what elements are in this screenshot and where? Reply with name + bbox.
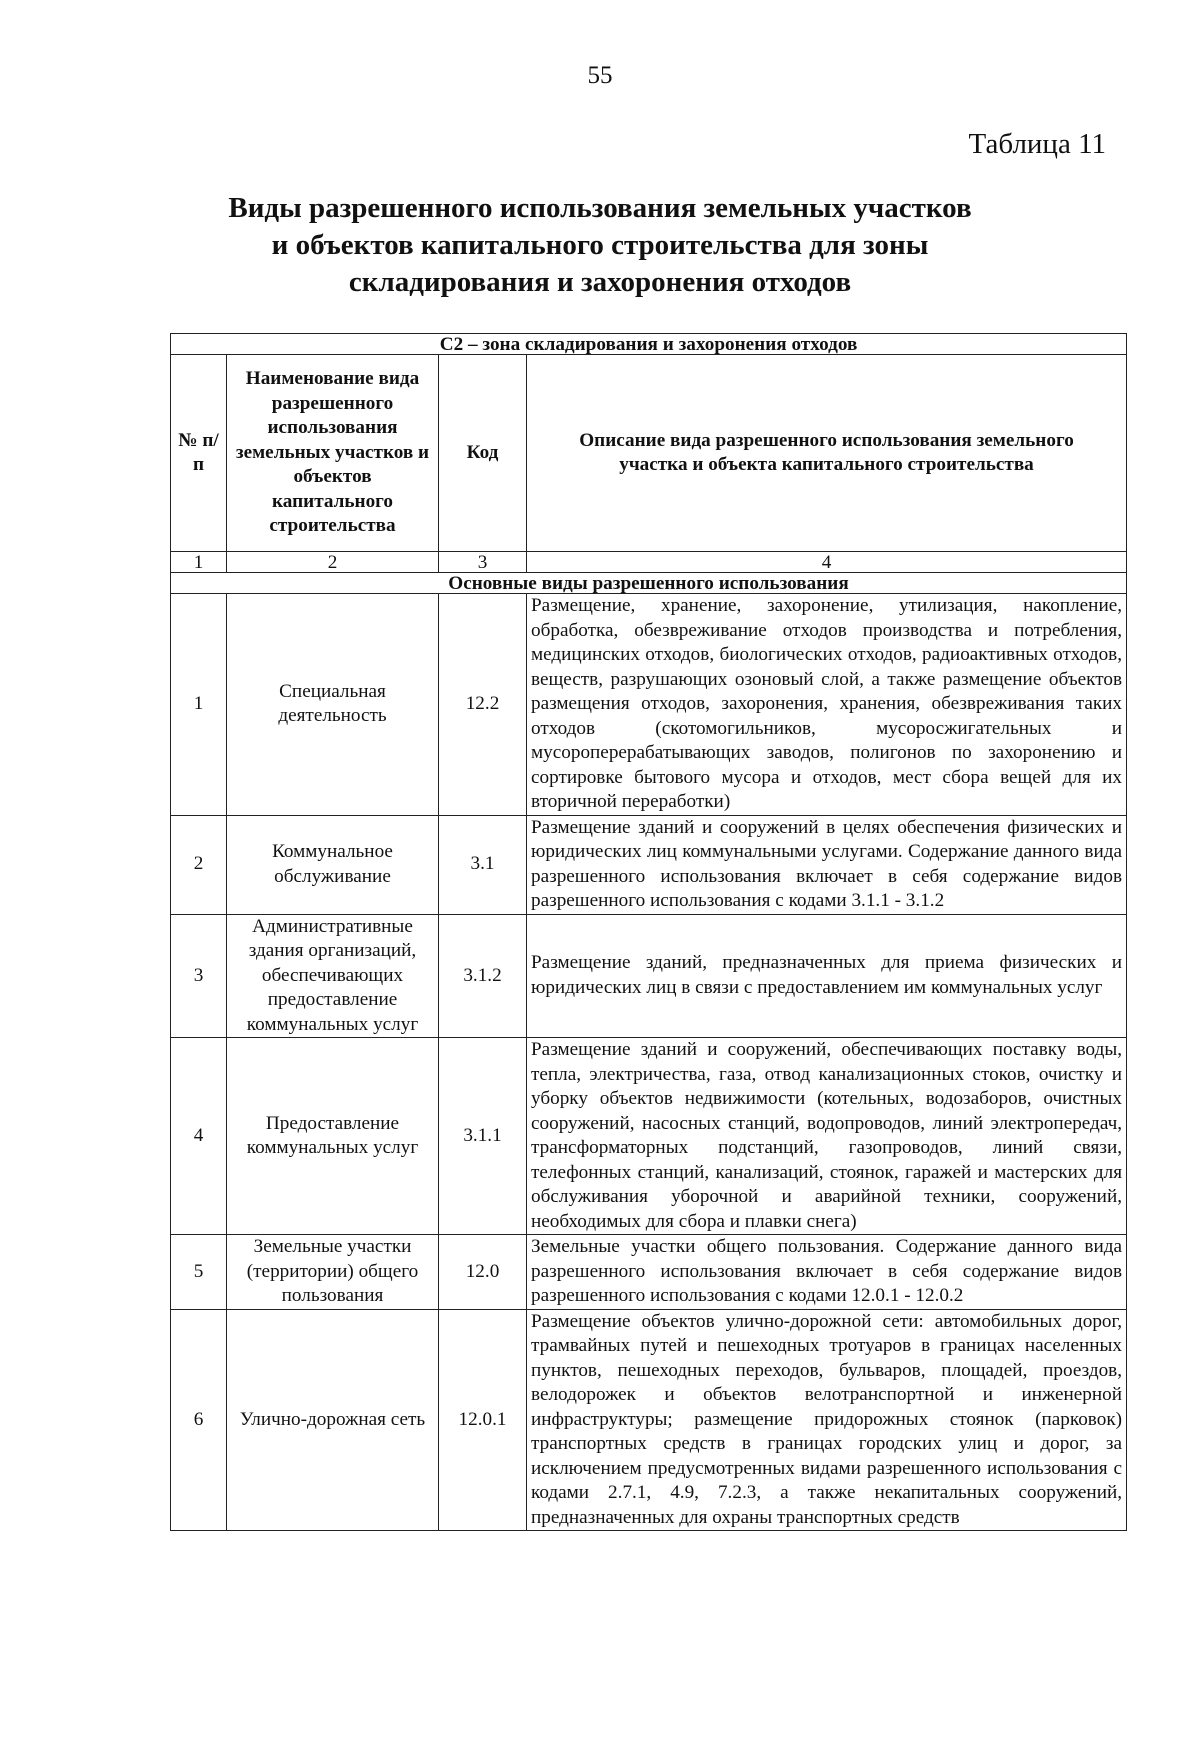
row-description: Размещение зданий и сооружений в целях обеспечения физических и юридических лиц коммунальными услугами. Содержание данного вида разрешенного использования включает в себя содержание видов разрешенного использования с кодами 3.1.1 - 3.1.2: [527, 815, 1127, 914]
table-row: [171, 914, 1127, 1038]
column-index: 3: [439, 552, 527, 573]
row-number: 1: [171, 594, 227, 816]
row-name: Улично-дорожная сеть: [227, 1309, 439, 1531]
column-header-code: Код: [439, 355, 527, 552]
row-name: Предоставление коммунальных услуг: [227, 1038, 439, 1235]
table-label: Таблица 11: [968, 128, 1106, 160]
zone-header-row: [171, 334, 1127, 355]
row-code: 12.0: [439, 1235, 527, 1310]
document-title: [150, 190, 1050, 301]
row-code: 3.1.1: [439, 1038, 527, 1235]
table-row: [171, 1038, 1127, 1235]
table-row: [171, 1309, 1127, 1531]
column-index: 1: [171, 552, 227, 573]
column-header-name: Наименование вида разрешенного использования земельных участков и объектов капитального строительства: [227, 355, 439, 552]
table-row: [171, 594, 1127, 816]
row-name: Коммунальное обслуживание: [227, 815, 439, 914]
row-description: Земельные участки общего пользования. Содержание данного вида разрешенного использования включает в себя содержание видов разрешенного использования с кодами 12.0.1 - 12.0.2: [527, 1235, 1127, 1310]
row-code: 12.2: [439, 594, 527, 816]
row-description: Размещение, хранение, захоронение, утилизация, накопление, обработка, обезвреживание отходов производства и потребления, медицинских отходов, биологических отходов, радиоактивных отходов, веществ, разрушающих озоновый слой, а также размещение объектов размещения отходов, захоронения, хранения, обезвреживания таких отходов (скотомогильников, мусоросжигательных и мусороперерабатывающих заводов, полигонов по захоронению и сортировке бытового мусора и отходов, мест сбора вещей для их вторичной переработки): [527, 594, 1127, 816]
row-number: 6: [171, 1309, 227, 1531]
table-row: [171, 815, 1127, 914]
row-number: 4: [171, 1038, 227, 1235]
page-number: 55: [587, 62, 613, 89]
table-row: [171, 1235, 1127, 1310]
column-index-row: [171, 552, 1127, 573]
row-name: Специальная деятельность: [227, 594, 439, 816]
row-code: 3.1: [439, 815, 527, 914]
column-index: 4: [527, 552, 1127, 573]
row-name: Административные здания организаций, обеспечивающих предоставление коммунальных услуг: [227, 914, 439, 1038]
row-number: 2: [171, 815, 227, 914]
title-line: складирования и захоронения отходов: [348, 266, 852, 298]
title-line: и объектов капитального строительства для зоны: [271, 229, 929, 261]
title-line: Виды разрешенного использования земельных участков: [228, 192, 972, 224]
row-code: 3.1.2: [439, 914, 527, 1038]
row-code: 12.0.1: [439, 1309, 527, 1531]
row-number: 5: [171, 1235, 227, 1310]
section-header-row: [171, 573, 1127, 594]
column-header-num: № п/п: [171, 355, 227, 552]
column-header-desc: Описание вида разрешенного использования земельного участка и объекта капитального строительства: [527, 355, 1127, 552]
row-description: Размещение зданий и сооружений, обеспечивающих поставку воды, тепла, электричества, газа, отвод канализационных стоков, очистку и уборку объектов недвижимости (котельных, водозаборов, очистных сооружений, насосных станций, водопроводов, линий электропередач, трансформаторных подстанций, газопроводов, линий связи, телефонных станций, канализаций, стоянок, гаражей и мастерских для обслуживания уборочной и аварийной техники, сооружений, необходимых для сбора и плавки снега): [527, 1038, 1127, 1235]
column-index: 2: [227, 552, 439, 573]
row-description: Размещение объектов улично-дорожной сети: автомобильных дорог, трамвайных путей и пешеходных тротуаров в границах населенных пунктов, пешеходных переходов, бульваров, площадей, проездов, велодорожек и объектов велотранспортной и инженерной инфраструктуры; размещение придорожных стоянок (парковок) транспортных средств в границах городских улиц и дорог, за исключением предусмотренных видами разрешенного использования с кодами 2.7.1, 4.9, 7.2.3, а также некапитальных сооружений, предназначенных для охраны транспортных средств: [527, 1309, 1127, 1531]
row-name: Земельные участки (территории) общего пользования: [227, 1235, 439, 1310]
zone-header: С2 – зона складирования и захоронения отходов: [171, 334, 1127, 355]
row-description: Размещение зданий, предназначенных для приема физических и юридических лиц в связи с предоставлением им коммунальных услуг: [527, 914, 1127, 1038]
column-header-row: [171, 355, 1127, 552]
section-header: Основные виды разрешенного использования: [171, 573, 1127, 594]
land-use-table: [170, 333, 1127, 1531]
row-number: 3: [171, 914, 227, 1038]
